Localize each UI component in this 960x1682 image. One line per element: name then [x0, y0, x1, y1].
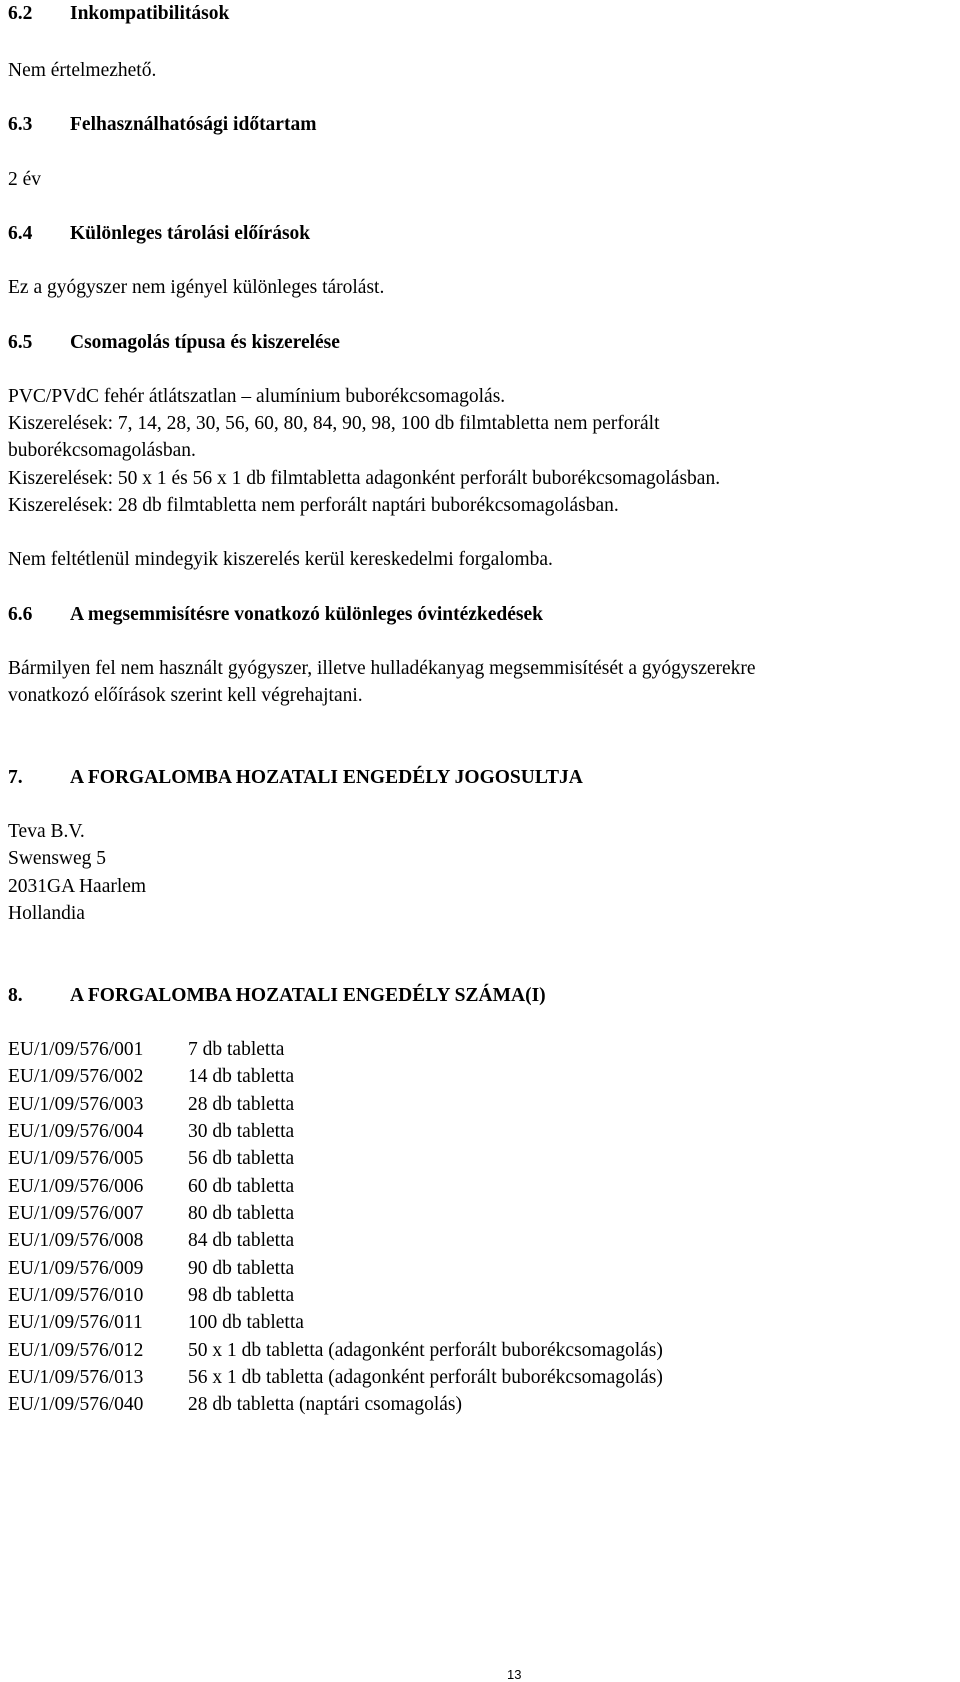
holder-name: Teva B.V. — [8, 821, 85, 842]
holder-street: Swensweg 5 — [8, 848, 107, 869]
pack-description: 50 x 1 db tabletta (adagonként perforált buborékcsomagolás) — [188, 1340, 663, 1361]
section-title: A megsemmisítésre vonatkozó különleges óvintézkedések — [70, 604, 544, 625]
page-number: 13 — [507, 1667, 522, 1682]
pack-description: 80 db tabletta — [188, 1203, 295, 1224]
section-number: 6.4 — [8, 223, 33, 244]
section-title: Felhasználhatósági időtartam — [70, 114, 317, 135]
packaging-line: PVC/PVdC fehér átlátszatlan – alumínium buborékcsomagolás. — [8, 386, 506, 407]
disposal-line: vonatkozó előírások szerint kell végrehajtani. — [8, 685, 363, 706]
pack-description: 28 db tabletta — [188, 1094, 295, 1115]
authorisation-row — [8, 1312, 304, 1334]
packaging-line: Kiszerelések: 28 db filmtabletta nem perforált naptári buborékcsomagolásban. — [8, 495, 619, 516]
section-6-4-body: Ez a gyógyszer nem igényel különleges tárolást. — [8, 277, 385, 298]
authorisation-number: EU/1/09/576/006 — [8, 1176, 144, 1197]
authorisation-number: EU/1/09/576/013 — [8, 1367, 144, 1388]
section-title: Inkompatibilitások — [70, 3, 230, 24]
authorisation-number: EU/1/09/576/003 — [8, 1094, 144, 1115]
authorisation-number: EU/1/09/576/010 — [8, 1285, 144, 1306]
authorisation-row — [8, 1340, 663, 1362]
authorisation-row — [8, 1203, 294, 1225]
section-7-heading — [8, 767, 583, 789]
packaging-line: Kiszerelések: 7, 14, 28, 30, 56, 60, 80, 84, 90, 98, 100 db filmtabletta nem perforált — [8, 413, 660, 434]
authorisation-row — [8, 1094, 294, 1116]
authorisation-number: EU/1/09/576/008 — [8, 1230, 144, 1251]
authorisation-row — [8, 1230, 294, 1252]
section-number: 6.2 — [8, 3, 33, 24]
holder-country: Hollandia — [8, 903, 85, 924]
holder-city: 2031GA Haarlem — [8, 876, 147, 897]
authorisation-number: EU/1/09/576/001 — [8, 1039, 144, 1060]
section-number: 7. — [8, 767, 23, 788]
section-6-6-heading — [8, 604, 543, 626]
section-number: 6.3 — [8, 114, 33, 135]
section-title: Csomagolás típusa és kiszerelése — [70, 332, 340, 353]
pack-description: 14 db tabletta — [188, 1066, 295, 1087]
pack-description: 84 db tabletta — [188, 1230, 295, 1251]
authorisation-number: EU/1/09/576/007 — [8, 1203, 144, 1224]
authorisation-number: EU/1/09/576/012 — [8, 1340, 144, 1361]
packaging-line: buborékcsomagolásban. — [8, 440, 196, 461]
authorisation-row — [8, 1176, 294, 1198]
section-6-3-body: 2 év — [8, 169, 42, 190]
authorisation-row — [8, 1039, 284, 1061]
pack-description: 90 db tabletta — [188, 1258, 295, 1279]
authorisation-row — [8, 1285, 294, 1307]
pack-description: 7 db tabletta — [188, 1039, 285, 1060]
authorisation-number: EU/1/09/576/002 — [8, 1066, 144, 1087]
authorisation-number: EU/1/09/576/005 — [8, 1148, 144, 1169]
authorisation-number: EU/1/09/576/011 — [8, 1312, 143, 1333]
section-6-2-heading — [8, 3, 229, 25]
section-title: A FORGALOMBA HOZATALI ENGEDÉLY JOGOSULTJA — [70, 767, 583, 788]
authorisation-number: EU/1/09/576/040 — [8, 1394, 144, 1415]
pack-description: 100 db tabletta — [188, 1312, 304, 1333]
section-title: Különleges tárolási előírások — [70, 223, 311, 244]
pack-description: 60 db tabletta — [188, 1176, 295, 1197]
section-number: 8. — [8, 985, 23, 1006]
section-6-3-heading — [8, 114, 316, 136]
authorisation-row — [8, 1066, 294, 1088]
section-6-5-heading — [8, 332, 340, 354]
pack-description: 56 db tabletta — [188, 1148, 295, 1169]
authorisation-number: EU/1/09/576/004 — [8, 1121, 144, 1142]
authorisation-number: EU/1/09/576/009 — [8, 1258, 144, 1279]
section-number: 6.6 — [8, 604, 33, 625]
section-6-4-heading — [8, 223, 310, 245]
disposal-line: Bármilyen fel nem használt gyógyszer, illetve hulladékanyag megsemmisítését a gyógyszerekre — [8, 658, 756, 679]
authorisation-row — [8, 1258, 294, 1280]
authorisation-row — [8, 1394, 462, 1416]
pack-description: 28 db tabletta (naptári csomagolás) — [188, 1394, 462, 1415]
pack-description: 56 x 1 db tabletta (adagonként perforált buborékcsomagolás) — [188, 1367, 663, 1388]
packaging-line: Kiszerelések: 50 x 1 és 56 x 1 db filmtabletta adagonként perforált buborékcsomagolásban. — [8, 468, 721, 489]
section-number: 6.5 — [8, 332, 33, 353]
packaging-note: Nem feltétlenül mindegyik kiszerelés kerül kereskedelmi forgalomba. — [8, 549, 553, 570]
authorisation-row — [8, 1367, 663, 1389]
authorisation-row — [8, 1121, 294, 1143]
pack-description: 30 db tabletta — [188, 1121, 295, 1142]
section-6-2-body: Nem értelmezhető. — [8, 60, 157, 81]
section-title: A FORGALOMBA HOZATALI ENGEDÉLY SZÁMA(I) — [70, 985, 546, 1006]
section-8-heading — [8, 985, 546, 1007]
pack-description: 98 db tabletta — [188, 1285, 295, 1306]
authorisation-row — [8, 1148, 294, 1170]
